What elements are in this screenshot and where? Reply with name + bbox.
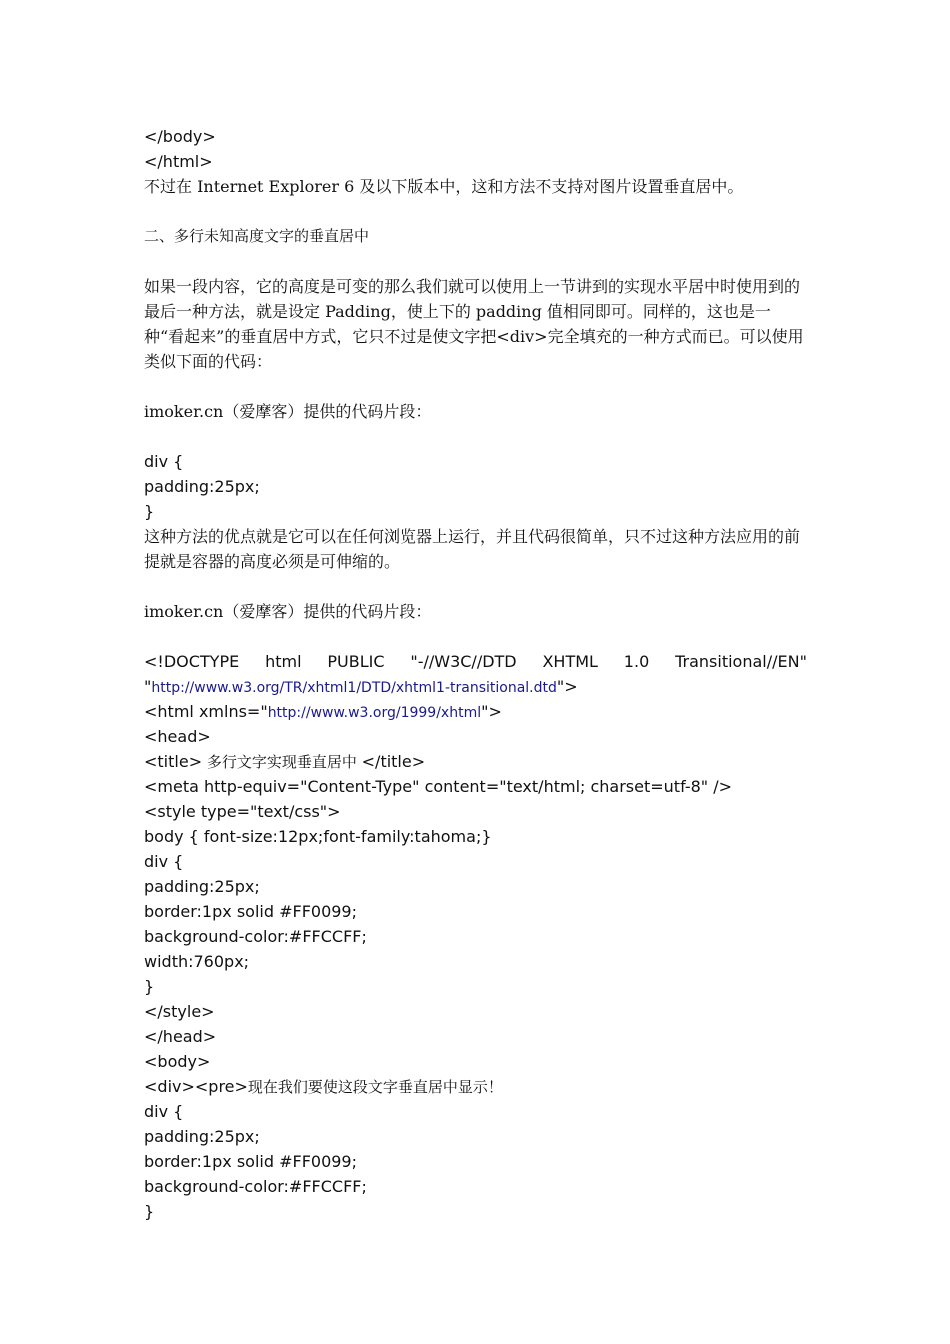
code-line: } (144, 977, 155, 996)
spacer (144, 424, 807, 449)
div-pre-text: 现在我们要使这段文字垂直居中显示！ (247, 1078, 503, 1096)
title-line (144, 749, 807, 774)
code-line: } (144, 502, 155, 521)
dtd-prefix: " (144, 677, 152, 696)
section-heading: 二、多行未知高度文字的垂直居中 (144, 227, 370, 245)
paragraph-advantages: 这种方法的优点就是它可以在任何浏览器上运行，并且代码很简单，只不过这种方法应用的前提就是容器的高度必须是可伸缩的。 (144, 527, 801, 571)
doctype-token: PUBLIC (327, 652, 385, 671)
code-line: div { (144, 852, 184, 871)
xmlns-link[interactable]: http://www.w3.org/1999/xhtml (267, 705, 482, 721)
snippet-label: imoker.cn（爱摩客）提供的代码片段： (144, 602, 432, 621)
doctype-token: <!DOCTYPE (144, 652, 240, 671)
code-line: border:1px solid #FF0099; (144, 902, 357, 921)
code-line: div { (144, 1102, 184, 1121)
doctype-token: Transitional//EN" (675, 652, 807, 671)
code-line: </style> (144, 1002, 215, 1021)
spacer (144, 374, 807, 399)
doctype-token: 1.0 (623, 652, 650, 671)
xmlns-prefix: <html xmlns=" (144, 702, 268, 721)
doctype-token: XHTML (542, 652, 598, 671)
div-pre-open-tag: <div><pre> (144, 1077, 248, 1096)
code-line: <meta http-equiv="Content-Type" content="text/html; charset=utf-8" /> (144, 777, 733, 796)
code-line: background-color:#FFCCFF; (144, 1177, 367, 1196)
doctype-token: html (265, 652, 302, 671)
html-xmlns-line (144, 699, 807, 724)
code-line: </head> (144, 1027, 217, 1046)
spacer (144, 249, 807, 274)
dtd-link[interactable]: http://www.w3.org/TR/xhtml1/DTD/xhtml1-transitional.dtd (151, 680, 557, 696)
code-line: border:1px solid #FF0099; (144, 1152, 357, 1171)
code-line: <head> (144, 727, 211, 746)
code-line: width:760px; (144, 952, 250, 971)
doctype-token: "-//W3C//DTD (410, 652, 517, 671)
document-page (144, 124, 807, 1224)
spacer (144, 199, 807, 224)
code-line: <style type="text/css"> (144, 802, 341, 821)
spacer (144, 624, 807, 649)
title-open-tag: <title> (144, 752, 203, 771)
code-line: body { font-size:12px;font-family:tahoma;} (144, 827, 492, 846)
snippet-label: imoker.cn（爱摩客）提供的代码片段： (144, 402, 432, 421)
title-text: 多行文字实现垂直居中 (202, 753, 362, 771)
code-line: background-color:#FFCCFF; (144, 927, 367, 946)
div-pre-line (144, 1074, 807, 1099)
xmlns-suffix: "> (481, 702, 502, 721)
ie-note: 不过在 Internet Explorer 6 及以下版本中，这和方法不支持对图片设置垂直居中。 (144, 177, 744, 196)
spacer (144, 574, 807, 599)
code-line: } (144, 1202, 155, 1221)
code-line: </body> (144, 127, 216, 146)
paragraph-padding-method: 如果一段内容，它的高度是可变的那么我们就可以使用上一节讲到的实现水平居中时使用到的最后一种方法，就是设定 Padding，使上下的 padding 值相同即可。同样的，这也是一种“看起来”的垂直居中方式，它只不过是使文字把<div>完全填充的一种方式而已。可以使用类似下面的代码： (144, 277, 804, 371)
code-line: padding:25px; (144, 1127, 260, 1146)
title-close-tag: </title> (361, 752, 426, 771)
dtd-suffix: "> (556, 677, 578, 696)
dtd-line (144, 674, 807, 699)
code-line: </html> (144, 152, 213, 171)
code-line: padding:25px; (144, 477, 260, 496)
doctype-line (144, 649, 807, 674)
code-line: div { (144, 452, 184, 471)
code-line: <body> (144, 1052, 211, 1071)
code-line: padding:25px; (144, 877, 260, 896)
